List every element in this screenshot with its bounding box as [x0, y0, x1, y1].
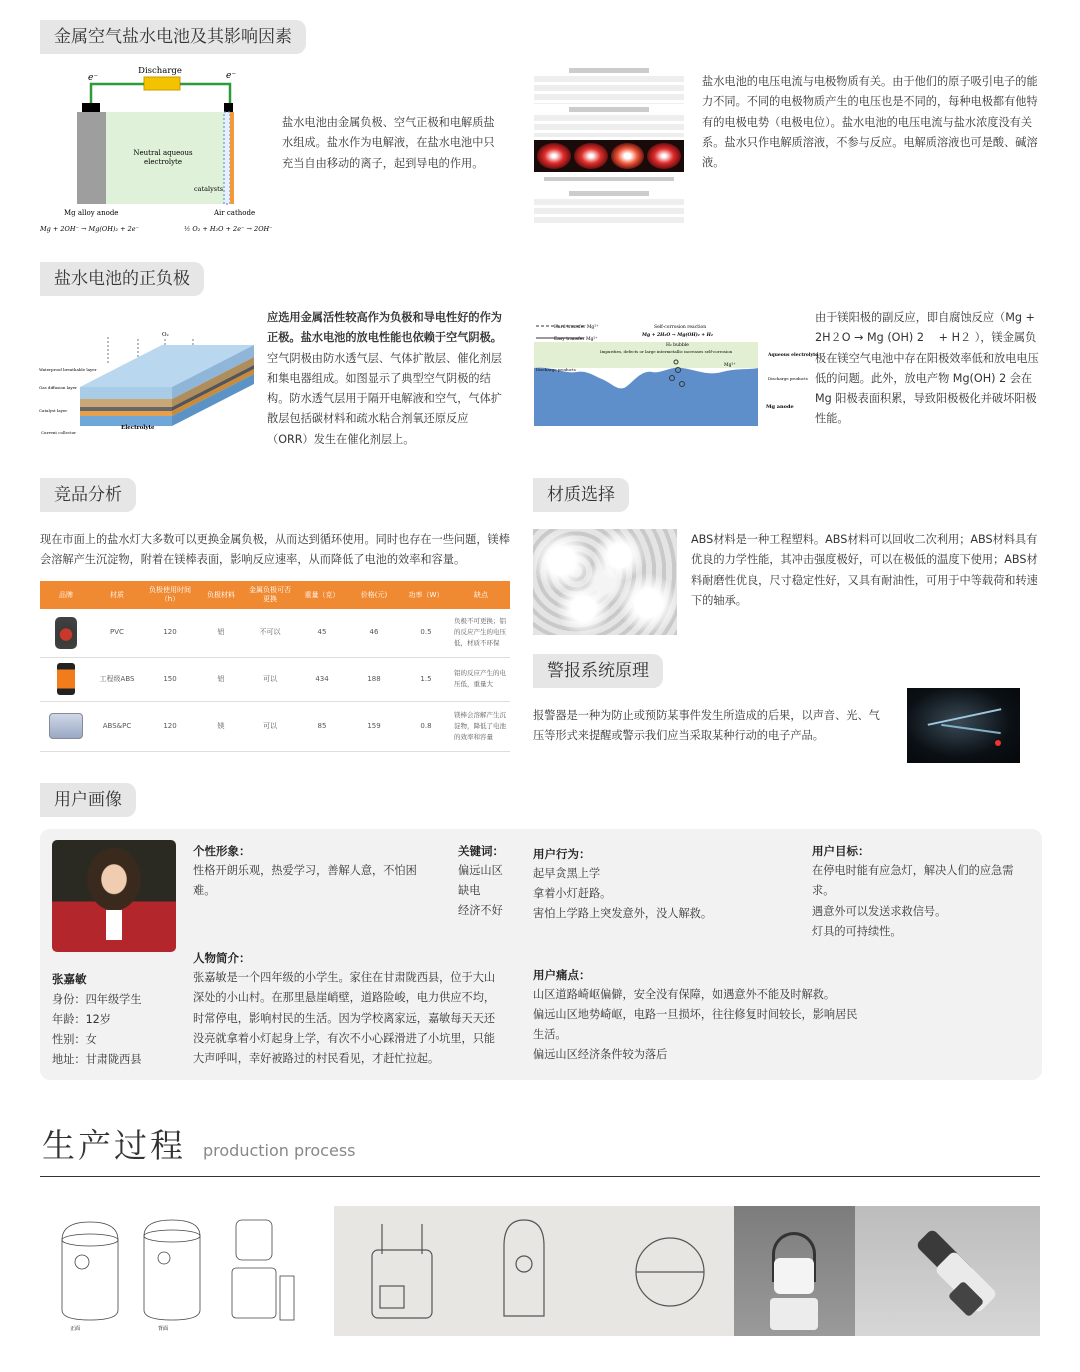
behavior-item: 起早贪黑上学	[533, 867, 601, 880]
label-hard-transfer: Hard transfer Mg²⁺	[554, 325, 599, 330]
keyword-item: 缺电	[458, 884, 481, 897]
render-photo-1	[734, 1206, 855, 1336]
bio-heading: 人物简介：	[193, 951, 251, 965]
production-sketches	[40, 1212, 330, 1334]
label-electrolyte: Electrolyte	[121, 425, 155, 431]
electrode-photos	[534, 140, 684, 172]
anode-equation: Mg + 2OH⁻ → Mg(OH)₂ + 2e⁻	[40, 225, 140, 233]
label-collector: Current collector	[41, 430, 77, 435]
sketch-label-back: 背面	[158, 1326, 169, 1332]
table-row: 工程级ABS 150 铝 可以 434 188 1.5 铝的反应产生的电压低，重量大	[40, 657, 510, 701]
cathode-text-body: 空气阴极由防水透气层、气体扩散层、催化剂层和集电器组成。如图显示了典型空气阴极的结构。防水透气层用于隔开电解液和空气，气体扩散层包括碳材料和疏水粘合剂氧还原反应（ORR）发生在催化剂层上。	[267, 351, 502, 446]
table-header: 材质	[92, 581, 142, 609]
abs-pellets-photo	[533, 529, 677, 635]
table-header: 功率（W）	[400, 581, 452, 609]
personality-heading: 个性形象：	[193, 844, 251, 858]
o2-label: O₂	[162, 332, 169, 338]
section-title-material: 材质选择	[533, 478, 629, 512]
table-header: 缺点	[452, 581, 510, 609]
table-header: 重量（克）	[296, 581, 348, 609]
render-photo-2	[855, 1206, 1040, 1336]
pain-item: 偏远山区地势崎岖，电路一旦损坏，往往修复时间较长，影响居民生活。	[533, 1008, 858, 1042]
self-corrosion-diagram	[532, 318, 819, 428]
anode-block	[77, 112, 106, 204]
goal-item: 在停电时能有应急灯，解决人们的应急需求。	[812, 864, 1014, 898]
pain-item: 山区道路崎岖偏僻，安全没有保障，如遇意外不能及时解救。	[533, 988, 836, 1001]
current-collector-strip	[80, 411, 172, 416]
keyword-item: 偏远山区	[458, 864, 503, 877]
competitor-table	[40, 581, 510, 752]
label-discharge-left: Discharge products	[536, 367, 576, 372]
mg-anode-shape	[534, 368, 758, 426]
keywords-heading: 关键词：	[458, 844, 504, 858]
label-reaction: Self-corrosion reaction	[654, 325, 707, 330]
label-waterproof: Waterproof breathable layer	[39, 367, 97, 372]
electrolyte-label-1: Neutral aqueous	[133, 149, 193, 157]
section-title-battery: 金属空气盐水电池及其影响因素	[40, 20, 306, 54]
persona-name: 张嘉敏	[52, 972, 87, 986]
cathode-equation: ½ O₂ + H₂O + 2e⁻ → 2OH⁻	[184, 225, 273, 233]
sketch-label-front: 正面	[70, 1326, 81, 1332]
sketch-parts-rod	[280, 1276, 294, 1320]
table-header: 品牌	[40, 581, 92, 609]
line-drawings	[334, 1206, 734, 1336]
pain-heading: 用户痛点：	[533, 968, 591, 982]
label-impurities: Impurities, defects or large intermetallic increases self-corrosion	[600, 349, 733, 354]
sketch-back	[144, 1220, 200, 1320]
alarm-photo	[907, 688, 1020, 763]
air-cathode-layer	[230, 112, 234, 204]
table-header: 价格(元)	[348, 581, 400, 609]
cathode-text-bold: 应选用金属活性较高作为负极和导电性好的作为正极。盐水电池的放电性能也依赖于空气阴极。	[267, 311, 502, 345]
battery-diagram	[36, 60, 276, 240]
production-subtitle: production process	[203, 1141, 356, 1160]
production-divider	[40, 1176, 1040, 1177]
persona-identity: 身份：四年级学生	[52, 993, 142, 1006]
label-catalyst: Catalyst layer	[39, 408, 68, 413]
label-mg2: Mg²⁺	[724, 363, 736, 368]
sketch-parts-top	[236, 1220, 272, 1260]
behavior-item: 害怕上学路上突发意外，没人解救。	[533, 907, 713, 920]
behavior-item: 拿着小灯赶路。	[533, 887, 612, 900]
voltage-tables-figure	[534, 68, 684, 236]
battery-intro-text: 盐水电池由金属负极、空气正极和电解质盐水组成。盐水作为电解液，在盐水电池中只充当自由移动的离子，起到导电的作用。	[282, 116, 495, 170]
keyword-item: 经济不好	[458, 904, 503, 917]
goal-item: 灯具的可持续性。	[812, 925, 902, 938]
material-text: ABS材料是一种工程塑料。ABS材料可以回收二次利用；ABS材料具有优良的力学性能，其冲击强度极好，可以在极低的温度下使用；ABS材料耐磨性优良，尺寸稳定性好，又具有耐油性，可用于中等载荷和转速下的轴承。	[691, 533, 1038, 607]
competitor-text: 现在市面上的盐水灯大多数可以更换金属负极，从而达到循环使用。同时也存在一些问题，镁棒会溶解产生沉淀物，附着在镁棒表面，影响反应速率，从而降低了电池的效率和容量。	[40, 533, 510, 567]
product-image	[49, 713, 83, 739]
behavior-heading: 用户行为：	[533, 847, 591, 861]
drawing-side-panel	[380, 1286, 404, 1308]
electrolyte-label-2: electrolyte	[144, 158, 182, 166]
line-drawings-panel	[334, 1206, 734, 1336]
sketch-parts-body	[232, 1268, 276, 1318]
electron-right: e⁻	[226, 71, 237, 81]
corrosion-text: 由于镁阳极的副反应，即自腐蚀反应（Mg + 2H２O → Mg (OH) 2 + H２ ），镁金属负极在镁空气电池中存在阳极效率低和放电电压低的问题。此外，放电产物 Mg(OH) 2 会在 Mg 阳极表面积累，导致阳极极化并破坏阳极性能。	[815, 311, 1039, 426]
persona-address: 地址：甘肃陇西县	[52, 1053, 142, 1066]
voltage-text: 盐水电池的电压电流与电极物质有关。由于他们的原子吸引电子的能力不同。不同的电极物质产生的电压也是不同的，每种电极都有他特有的电极电势（电极电位）。盐水电池的电压电流与盐水浓度没有关系。盐水只作电解质溶液，不参与反应。电解质溶液也可是酸、碱溶液。	[702, 75, 1038, 170]
cathode-text	[267, 308, 505, 450]
pain-item: 偏远山区经济条件较为落后	[533, 1048, 668, 1061]
discharge-label: Discharge	[138, 66, 182, 76]
cathode-label: Air cathode	[214, 209, 256, 217]
label-h2: H₂ bubble	[666, 343, 689, 348]
load-box	[144, 77, 180, 90]
air-cathode-diagram	[38, 325, 260, 443]
alarm-text: 报警器是一种为防止或预防某事件发生所造成的后果，以声音、光、气压等形式来提醒或警示我们应当采取某种行动的电子产品。	[533, 709, 880, 743]
table-row: ABS&PC 120 镁 可以 85 159 0.8 镁棒会溶解产生沉淀物，降低了电池的效率和容量	[40, 701, 510, 751]
catalyst-layer	[224, 112, 230, 204]
personality-text: 性格开朗乐观，热爱学习，善解人意，不怕困难。	[193, 864, 417, 898]
label-aqueous: Aqueous electrolyte	[768, 353, 819, 358]
product-image	[57, 663, 75, 695]
label-easy-transfer: Easy transfer Mg²⁺	[554, 337, 598, 342]
section-title-alarm: 警报系统原理	[533, 654, 663, 688]
table-header-row	[40, 581, 510, 609]
label-gas-diffusion: Gas diffusion layer	[39, 385, 77, 390]
label-discharge-right: Discharge products	[768, 376, 808, 381]
bio-text: 张嘉敏是一个四年级的小学生。家住在甘肃陇西县，位于大山深处的小山村。在那里悬崖峭壁，道路险峻，电力供应不均，时常停电，影响村民的生活。因为学校离家远，嘉敏每天天还没亮就拿着小灯起身上学，有次不小心踩滑进了小坑里，只能大声呼叫，幸好被路过的村民看见，才赶忙拉起。	[193, 971, 496, 1066]
section-title-electrodes: 盐水电池的正负极	[40, 262, 204, 296]
section-title-competitors: 竞品分析	[40, 478, 136, 512]
table-header: 金属负极可否更换	[244, 581, 296, 609]
goal-heading: 用户目标：	[812, 844, 870, 858]
persona-gender: 性别：女	[52, 1033, 97, 1046]
gas-diffusion-layer	[80, 399, 172, 407]
production-title: 生产过程	[42, 1126, 186, 1165]
sketch-front	[62, 1222, 118, 1320]
table-header: 负极材料	[198, 581, 244, 609]
label-mg-anode: Mg anode	[766, 404, 794, 410]
product-image	[55, 617, 77, 649]
label-reaction-eq: Mg + 2H₂O → Mg(OH)₂ + H₂	[642, 333, 713, 338]
electron-left: e⁻	[88, 73, 99, 83]
section-title-persona: 用户画像	[40, 783, 136, 817]
drawing-front	[504, 1220, 544, 1316]
anode-label: Mg alloy anode	[64, 209, 119, 217]
right-wire	[180, 84, 230, 108]
persona-avatar	[52, 840, 176, 952]
persona-age: 年龄：12岁	[52, 1013, 111, 1026]
catalyst-layer-strip	[80, 407, 172, 411]
catalysts-label: catalysts	[194, 185, 224, 193]
table-row: PVC 120 铝 不可以 45 46 0.5 负极不可更换；铝的反应产生的电压低，材质不环保	[40, 609, 510, 657]
goal-item: 遇意外可以发送求救信号。	[812, 905, 947, 918]
table-header: 负极使用时间（h）	[142, 581, 198, 609]
